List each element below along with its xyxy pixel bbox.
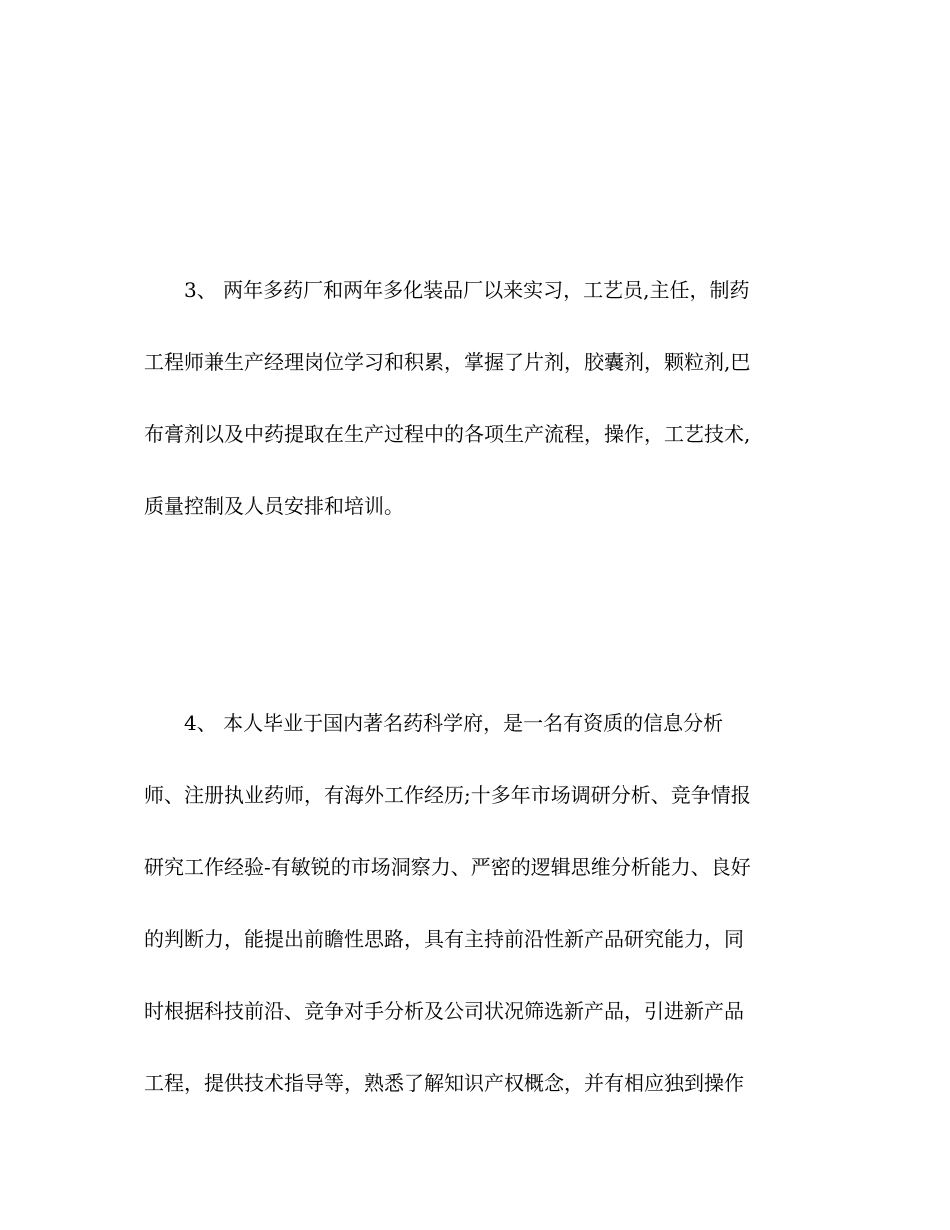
text-line: 的判断力，能提出前瞻性思路，具有主持前沿性新产品研究能力，同	[144, 927, 744, 951]
text-line: 质量控制及人员安排和培训。	[144, 494, 404, 518]
text-line: 工程师兼生产经理岗位学习和积累，掌握了片剂，胶囊剂，颗粒剂,巴	[144, 350, 751, 374]
text-line: 工程，提供技术指导等，熟悉了解知识产权概念，并有相应独到操作	[144, 1071, 744, 1095]
text-line: 4、 本人毕业于国内著名药科学府，是一名有资质的信息分析	[184, 711, 724, 735]
text-line: 师、注册执业药师，有海外工作经历;十多年市场调研分析、竞争情报	[144, 783, 751, 807]
text-line: 布膏剂以及中药提取在生产过程中的各项生产流程，操作，工艺技术,	[144, 422, 751, 446]
paragraph-3	[144, 280, 809, 568]
text-line: 研究工作经验-有敏锐的市场洞察力、严密的逻辑思维分析能力、良好	[144, 855, 751, 879]
paragraph-4	[144, 713, 809, 1145]
text-line: 时根据科技前沿、竞争对手分析及公司状况筛选新产品，引进新产品	[144, 999, 744, 1023]
text-line: 3、 两年多药厂和两年多化装品厂以来实习，工艺员,主任，制药	[184, 278, 750, 302]
